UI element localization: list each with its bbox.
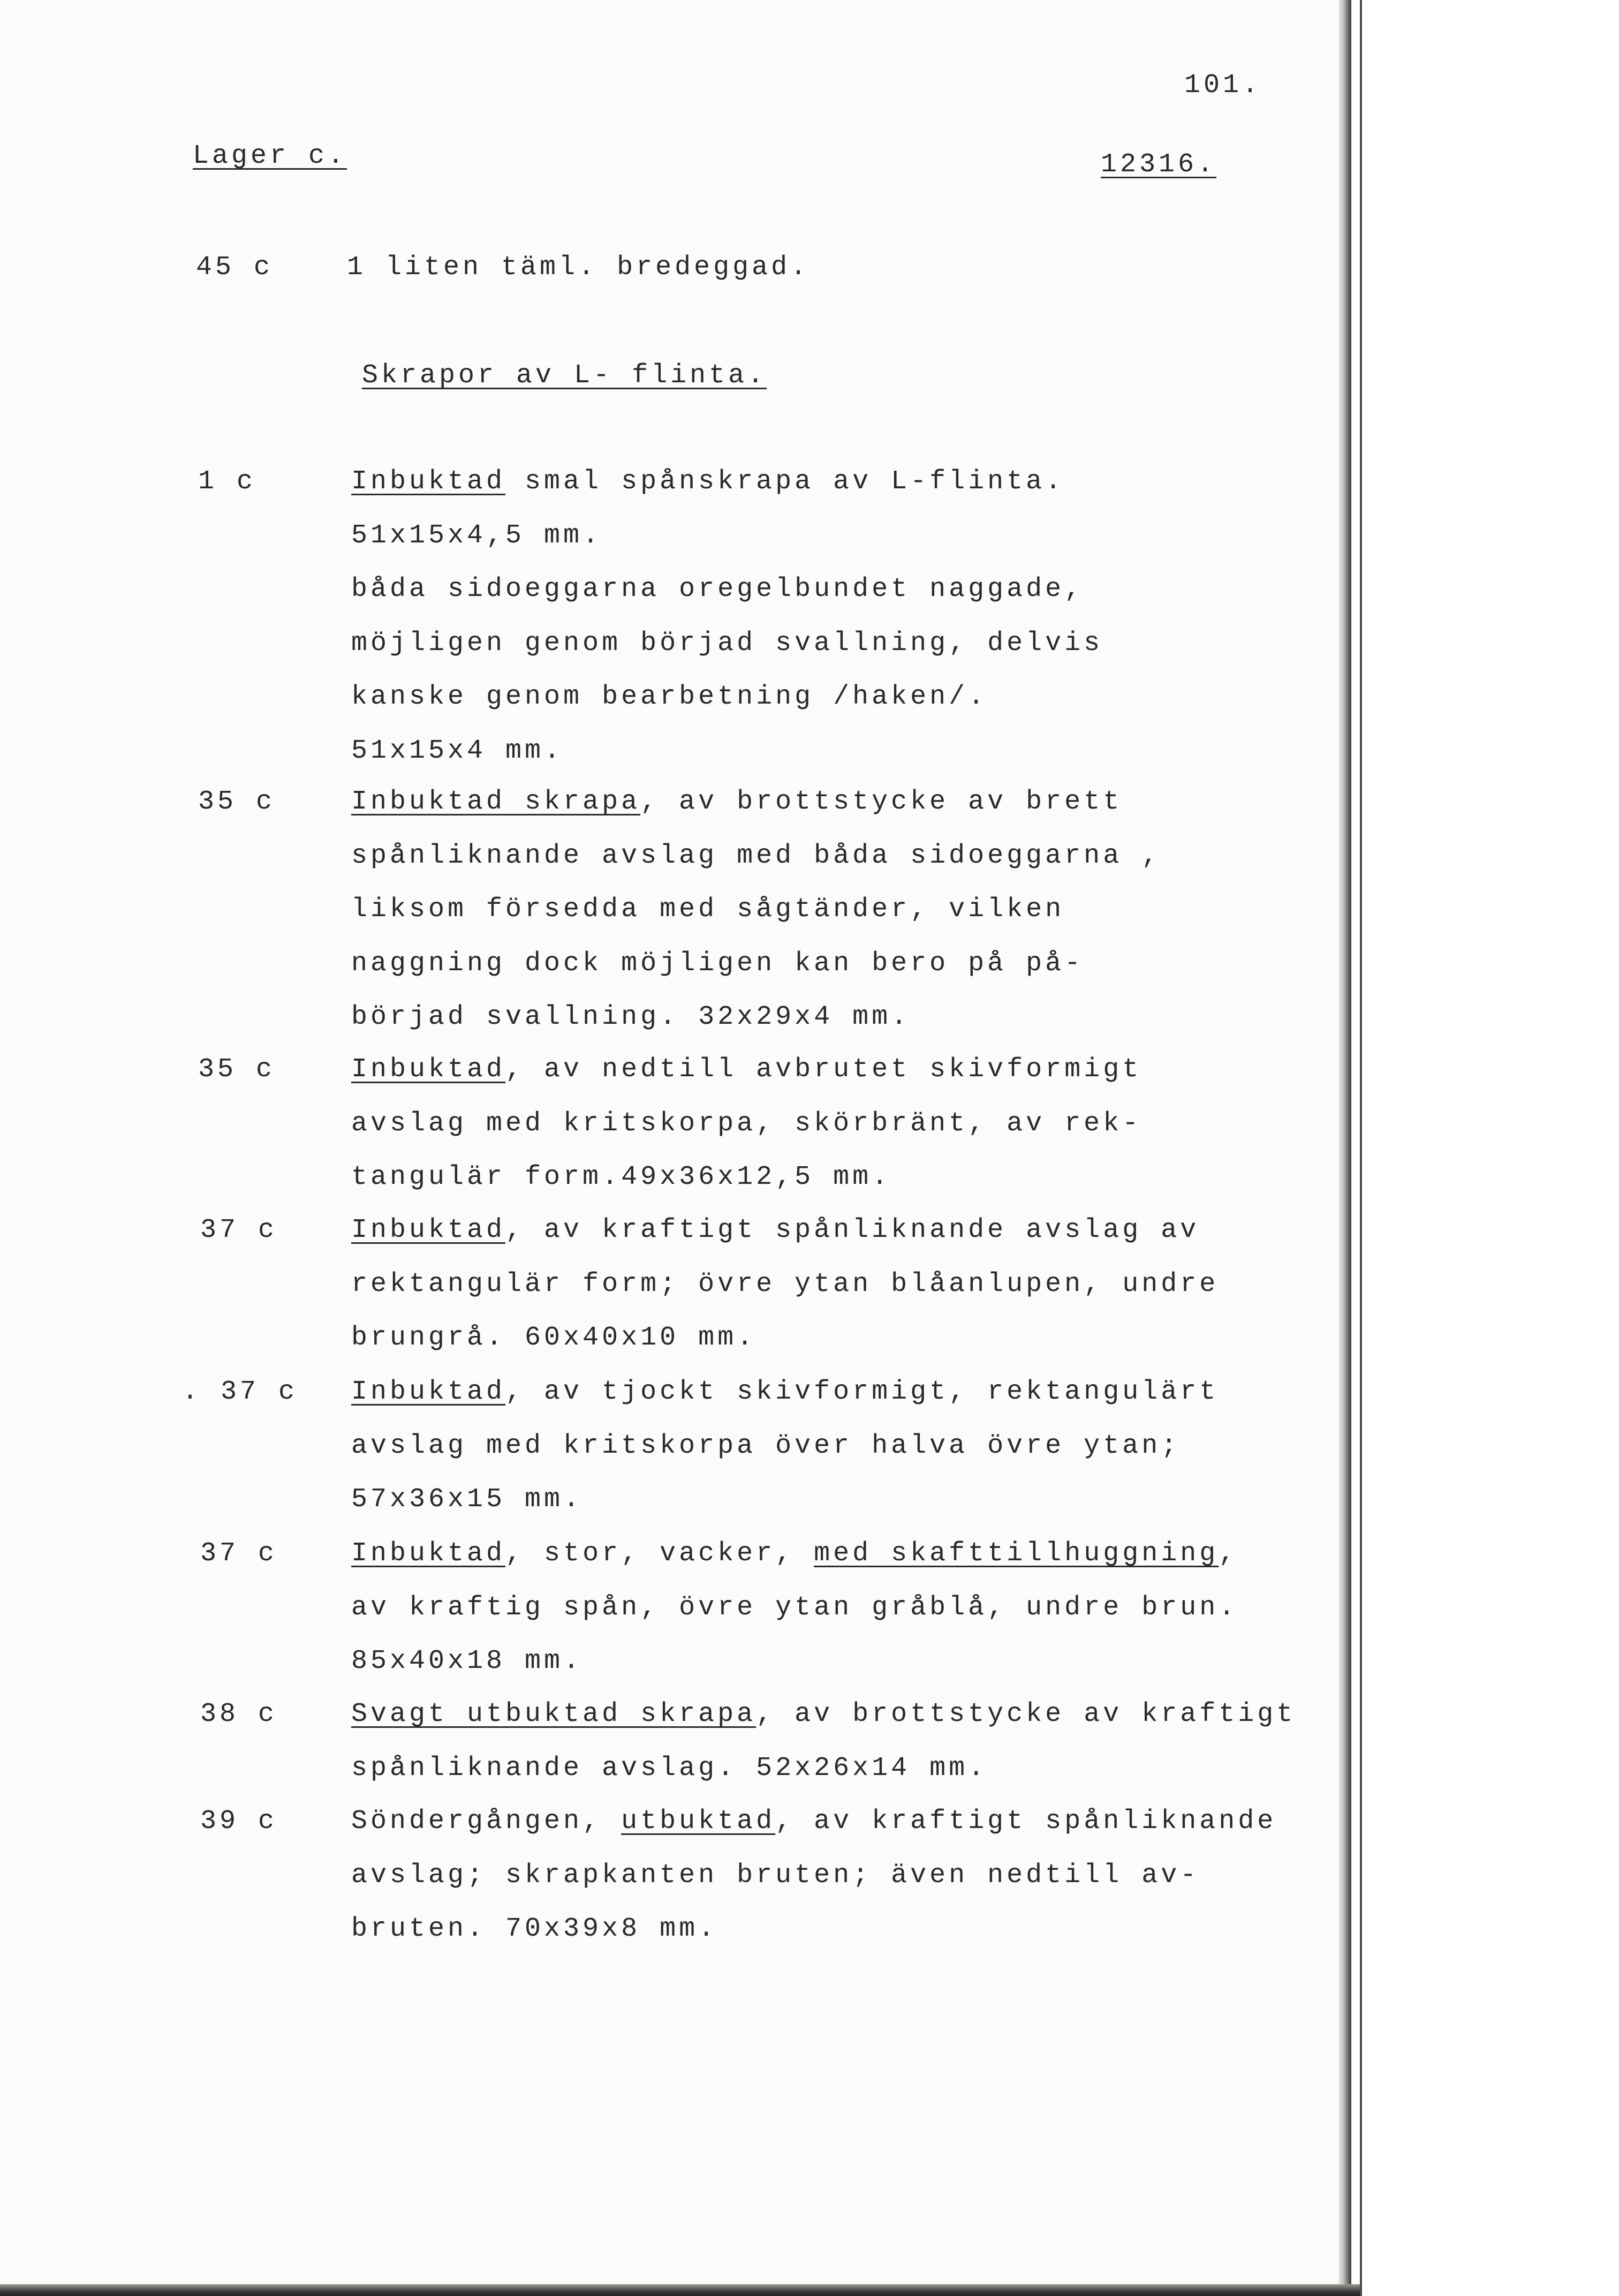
entry-text: 51x15x4 mm. bbox=[351, 735, 564, 766]
entry-text: , av kraftigt spånliknande bbox=[775, 1806, 1277, 1837]
scan-edge-line bbox=[1360, 0, 1362, 2296]
entry-line bbox=[351, 1108, 1141, 1140]
header-left-lager: Lager c. bbox=[193, 141, 347, 171]
entry-line bbox=[351, 1753, 987, 1785]
entry-text: naggning dock möjligen kan bero på på- bbox=[351, 948, 1084, 979]
entry-text: , av tjockt skivformigt, rektangulärt bbox=[505, 1377, 1219, 1407]
entry-line bbox=[351, 1376, 1219, 1408]
entry-line bbox=[351, 573, 1084, 606]
entry-line bbox=[351, 894, 1064, 926]
entry-line bbox=[351, 1806, 1276, 1838]
entry-text: kanske genom bearbetning /haken/. bbox=[351, 682, 988, 712]
page-binding-edge bbox=[1338, 0, 1351, 2296]
entry-text: , av brottstycke av kraftigt bbox=[756, 1699, 1296, 1729]
entry-line bbox=[351, 1054, 1141, 1086]
entry-line bbox=[351, 520, 602, 552]
entry-line bbox=[351, 948, 1084, 980]
entry-line bbox=[351, 1161, 891, 1194]
entry-line bbox=[351, 1484, 582, 1516]
underlined-term: Inbuktad bbox=[351, 1377, 506, 1407]
underlined-term: Inbuktad bbox=[351, 1538, 506, 1569]
entry-line bbox=[351, 466, 1064, 498]
entry-number: 35 c bbox=[198, 1054, 276, 1085]
entry-line bbox=[351, 1913, 717, 1945]
entry-line bbox=[351, 1214, 1199, 1247]
entry-number: 35 c bbox=[198, 787, 276, 817]
underlined-term: Inbuktad bbox=[351, 466, 506, 497]
entry-text: , av kraftigt spånliknande avslag av bbox=[505, 1215, 1200, 1245]
entry-text: , bbox=[1219, 1538, 1238, 1569]
entry-line bbox=[351, 1322, 756, 1354]
entry-text: 57x36x15 mm. bbox=[351, 1484, 583, 1515]
entry-text: båda sidoeggarna oregelbundet naggade, bbox=[351, 574, 1084, 605]
underlined-term: Inbuktad bbox=[351, 1215, 506, 1245]
entry-line bbox=[351, 1538, 1238, 1570]
entry-number: 37 c bbox=[200, 1215, 278, 1245]
page-number: 101. bbox=[1184, 70, 1262, 101]
entry-line bbox=[351, 681, 987, 713]
underlined-term: Inbuktad skrapa bbox=[351, 787, 641, 817]
entry-text: spånliknande avslag med båda sidoeggarna , bbox=[351, 840, 1161, 871]
entry-line bbox=[351, 735, 563, 767]
entry-text: börjad svallning. 32x29x4 mm. bbox=[351, 1002, 911, 1032]
entry-line bbox=[351, 1268, 1219, 1301]
entry-text: bruten. 70x39x8 mm. bbox=[351, 1914, 718, 1944]
entry-text: avslag med kritskorpa över halva övre ytan; bbox=[351, 1430, 1181, 1461]
entry-number: 38 c bbox=[200, 1699, 278, 1729]
scan-margin-right bbox=[1351, 0, 1619, 2296]
header-right-catalog-number: 12316. bbox=[1101, 149, 1217, 180]
entry-line bbox=[351, 628, 1103, 660]
entry-text: brungrå. 60x40x10 mm. bbox=[351, 1323, 756, 1353]
entry-number: 37 c bbox=[200, 1538, 278, 1569]
entry-number: 39 c bbox=[200, 1806, 278, 1837]
scan-edge-bottom bbox=[0, 2284, 1360, 2296]
entry-text: möjligen genom börjad svallning, delvis bbox=[351, 628, 1103, 659]
entry-line bbox=[351, 840, 1161, 872]
entry-text: tangulär form.49x36x12,5 mm. bbox=[351, 1162, 891, 1192]
entry-text: , av nedtill avbrutet skivformigt bbox=[505, 1054, 1142, 1085]
entry-line bbox=[351, 1592, 1238, 1624]
entry-line bbox=[351, 786, 1122, 818]
entry-text: smal spånskrapa av L-flinta. bbox=[505, 466, 1065, 497]
entry-text: 51x15x4,5 mm. bbox=[351, 520, 602, 551]
entry-line bbox=[351, 1860, 1199, 1892]
entry-number: 1 c bbox=[198, 466, 256, 497]
entry-text: 85x40x18 mm. bbox=[351, 1646, 583, 1676]
entry-text: spånliknande avslag. 52x26x14 mm. bbox=[351, 1753, 988, 1784]
underlined-term: utbuktad bbox=[621, 1806, 776, 1837]
entry-45c-text: 1 liten täml. bredeggad. bbox=[347, 252, 810, 283]
entry-text: Söndergången, bbox=[351, 1806, 622, 1837]
underlined-term: med skafttillhuggning bbox=[814, 1538, 1219, 1569]
section-title: Skrapor av L- flinta. bbox=[362, 360, 767, 391]
underlined-term: Inbuktad bbox=[351, 1054, 506, 1085]
entry-number: . 37 c bbox=[182, 1377, 298, 1407]
entry-line bbox=[351, 1430, 1180, 1462]
entry-text: rektangulär form; övre ytan blåanlupen, undre bbox=[351, 1268, 1219, 1300]
entry-text: av kraftig spån, övre ytan gråblå, undre brun. bbox=[351, 1592, 1238, 1623]
entry-text: liksom försedda med sågtänder, vilken bbox=[351, 894, 1065, 925]
entry-line bbox=[351, 1001, 910, 1033]
entry-text: avslag; skrapkanten bruten; även nedtill av- bbox=[351, 1860, 1200, 1891]
entry-45c-number: 45 c bbox=[196, 252, 274, 283]
underlined-term: Svagt utbuktad skrapa bbox=[351, 1699, 756, 1729]
entry-line bbox=[351, 1645, 582, 1678]
entry-text: , av brottstycke av brett bbox=[640, 787, 1123, 817]
entry-line bbox=[351, 1698, 1296, 1731]
entry-text: , stor, vacker, bbox=[505, 1538, 814, 1569]
entry-text: avslag med kritskorpa, skörbränt, av rek- bbox=[351, 1108, 1142, 1139]
